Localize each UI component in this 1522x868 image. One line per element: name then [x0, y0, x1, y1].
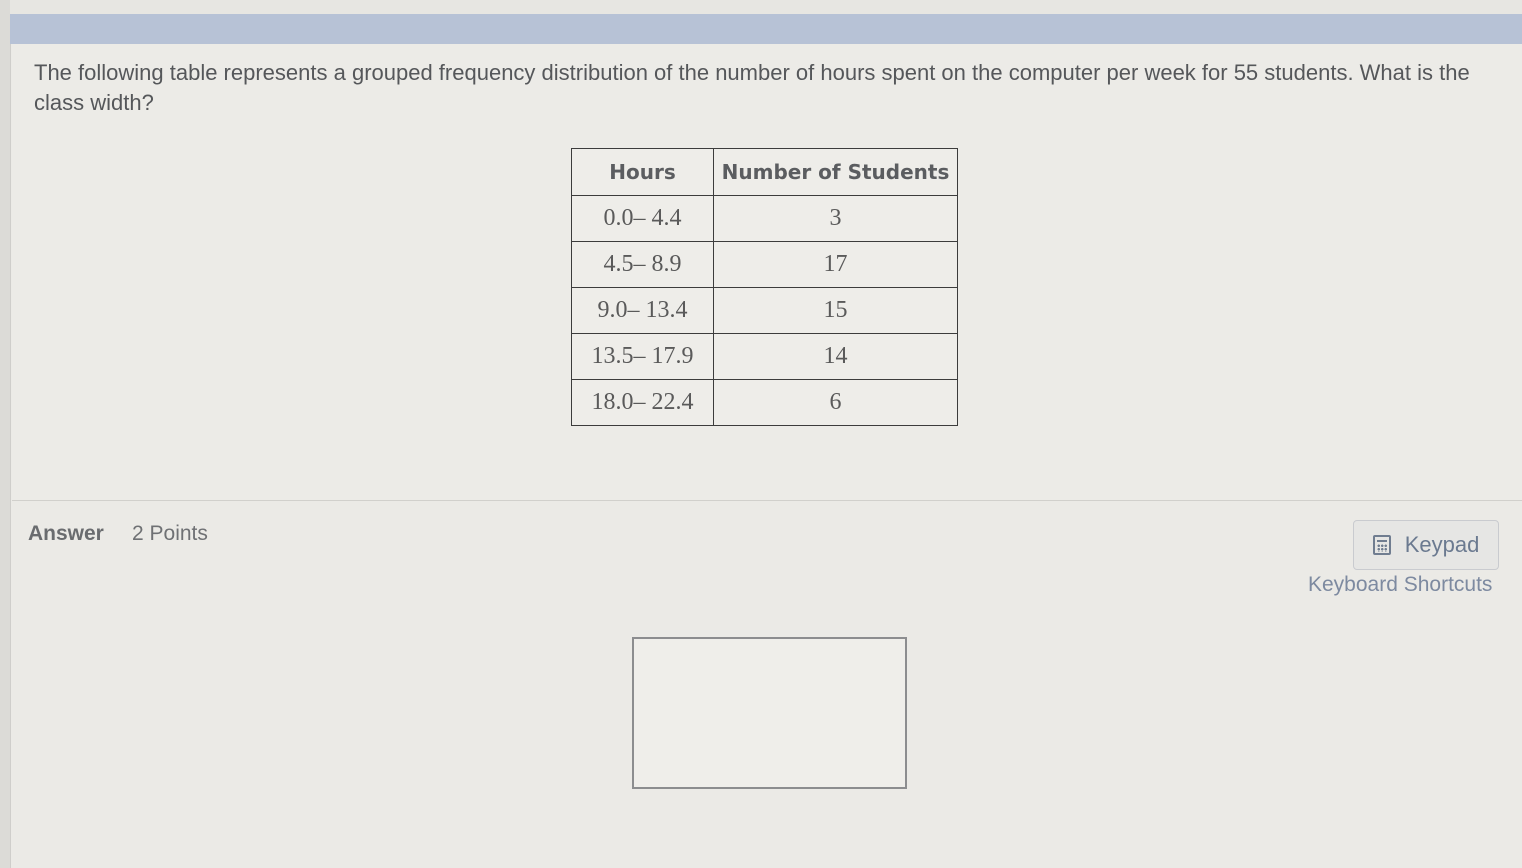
hours-cell: 0.0– 4.4	[572, 196, 714, 242]
hours-cell: 9.0– 13.4	[572, 288, 714, 334]
top-bar	[10, 0, 1522, 14]
hours-cell: 13.5– 17.9	[572, 334, 714, 380]
students-cell: 6	[714, 380, 958, 426]
question-panel	[12, 44, 1522, 500]
students-cell: 3	[714, 196, 958, 242]
students-cell: 15	[714, 288, 958, 334]
header-number-of-students: Number of Students	[714, 149, 958, 196]
table-row	[572, 242, 958, 288]
accent-bar	[10, 14, 1522, 44]
table-row	[572, 334, 958, 380]
keypad-label: Keypad	[1404, 532, 1480, 557]
table-row	[572, 196, 958, 242]
frequency-table	[571, 148, 958, 426]
points-label: 2 Points	[132, 522, 208, 545]
table-header-row	[572, 149, 958, 196]
question-text: The following table represents a grouped frequency distribution of the number of hours spent on the computer per week for 55 students. What is the class width?	[34, 60, 1470, 115]
answer-input[interactable]	[632, 637, 907, 789]
answer-label: Answer	[28, 522, 104, 545]
left-edge	[0, 0, 11, 868]
hours-cell: 18.0– 22.4	[572, 380, 714, 426]
table-row	[572, 380, 958, 426]
section-divider	[12, 500, 1522, 501]
students-cell: 14	[714, 334, 958, 380]
hours-cell: 4.5– 8.9	[572, 242, 714, 288]
calculator-icon	[1373, 535, 1391, 555]
keypad-button[interactable]	[1353, 520, 1499, 570]
keyboard-shortcuts-link[interactable]: Keyboard Shortcuts	[1308, 573, 1493, 596]
table-row	[572, 288, 958, 334]
header-hours: Hours	[572, 149, 714, 196]
students-cell: 17	[714, 242, 958, 288]
